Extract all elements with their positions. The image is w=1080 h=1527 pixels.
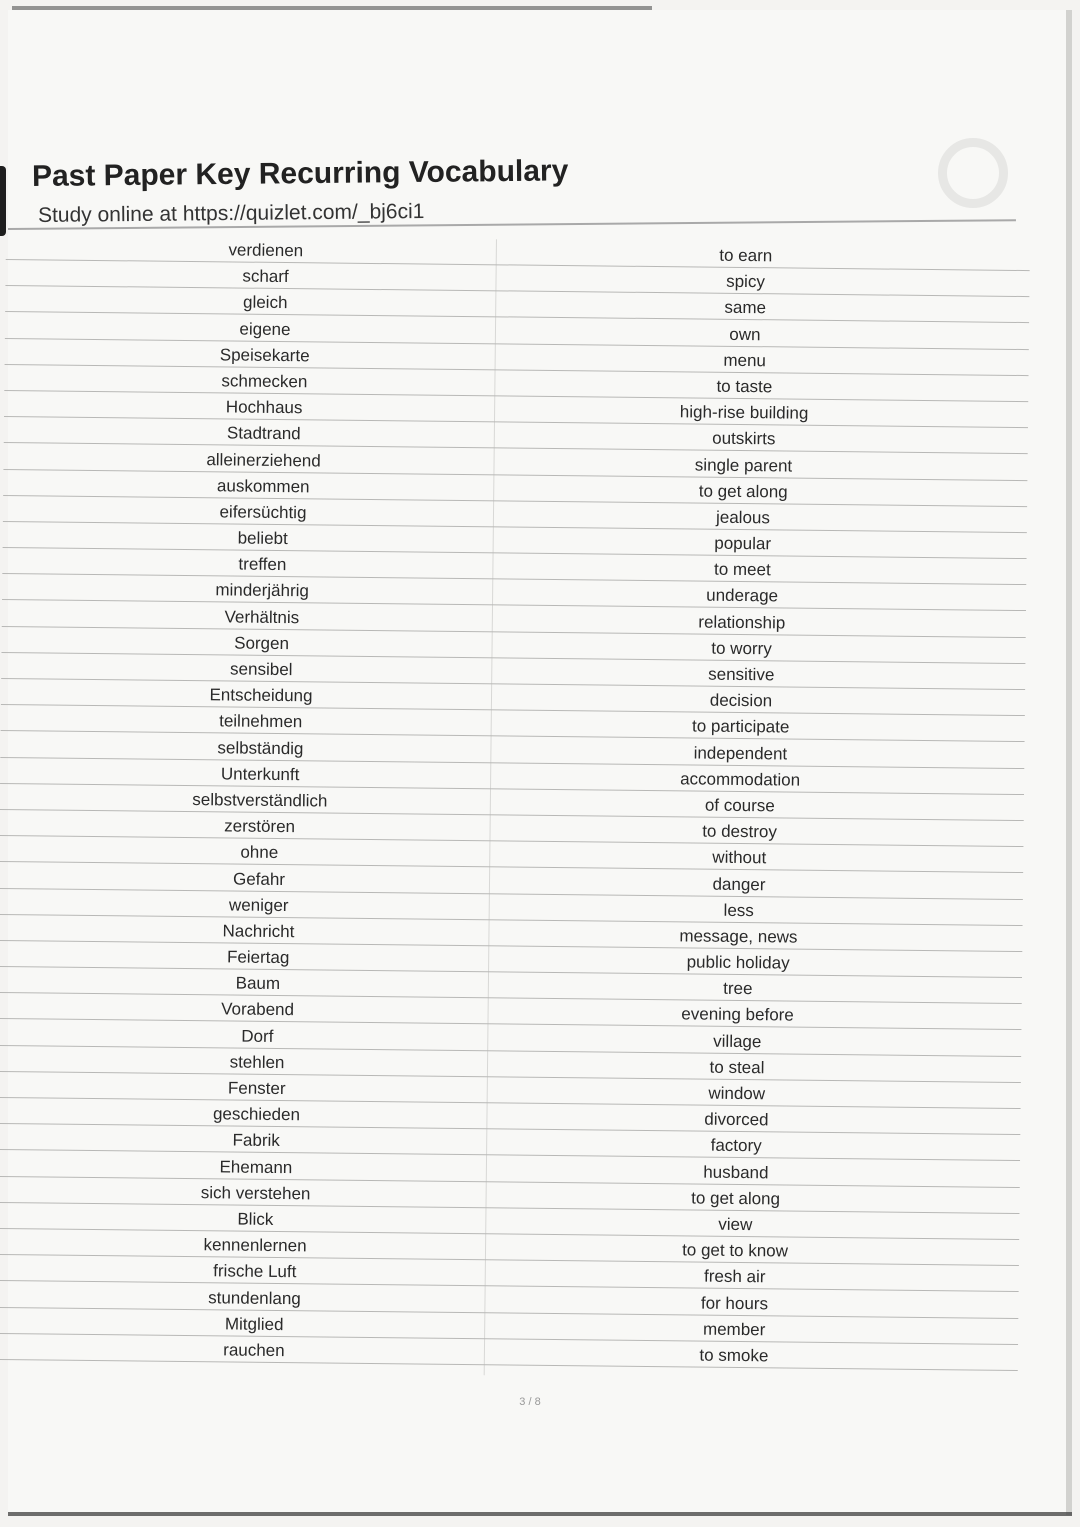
- german-term: Vorabend: [221, 999, 295, 1020]
- english-definition: high-rise building: [679, 402, 809, 423]
- english-definition: factory: [710, 1136, 762, 1156]
- german-term: rauchen: [223, 1340, 285, 1360]
- german-term: weniger: [228, 895, 289, 915]
- german-term: kennenlernen: [203, 1235, 307, 1256]
- page-subtitle: Study online at https://quizlet.com/_bj6ci1: [37, 199, 425, 227]
- english-definition: divorced: [704, 1109, 769, 1130]
- english-definition: danger: [712, 874, 766, 894]
- english-definition: to smoke: [699, 1345, 769, 1366]
- vocabulary-table: [0, 234, 1030, 1371]
- german-term: Nachricht: [222, 921, 295, 942]
- german-term: Dorf: [241, 1026, 274, 1046]
- english-definition: to taste: [716, 376, 773, 397]
- german-term: sensibel: [230, 659, 293, 680]
- english-definition: popular: [714, 533, 772, 554]
- german-term: Fabrik: [232, 1130, 280, 1151]
- english-definition: less: [723, 900, 754, 920]
- english-definition: menu: [723, 350, 767, 370]
- german-term: eifersüchtig: [219, 502, 307, 523]
- german-term: geschieden: [212, 1104, 301, 1125]
- english-definition: to earn: [719, 245, 773, 266]
- english-definition: single parent: [694, 454, 793, 476]
- paper-left-mark: [0, 166, 6, 236]
- english-definition: to steal: [709, 1057, 765, 1078]
- german-term: Verhältnis: [224, 607, 300, 627]
- german-term: sich verstehen: [200, 1182, 311, 1204]
- english-definition: view: [718, 1214, 753, 1235]
- english-definition: independent: [693, 743, 788, 764]
- german-term: treffen: [238, 554, 287, 575]
- german-term: beliebt: [237, 528, 288, 549]
- german-term: Speisekarte: [219, 345, 310, 366]
- german-term: Entscheidung: [209, 685, 313, 706]
- german-term: Gefahr: [232, 868, 286, 889]
- show-through-logo-icon: [938, 138, 1008, 208]
- english-definition: jealous: [715, 507, 771, 528]
- english-definition: to meet: [713, 559, 771, 580]
- english-definition: sensitive: [708, 664, 775, 685]
- paper-top-edge: [12, 6, 652, 10]
- german-term: Blick: [237, 1209, 274, 1229]
- english-definition: husband: [703, 1162, 769, 1182]
- english-definition: member: [702, 1319, 766, 1339]
- english-definition: without: [712, 847, 767, 868]
- german-term: scharf: [242, 266, 289, 287]
- german-term: Baum: [235, 973, 281, 994]
- german-term: ohne: [240, 842, 279, 863]
- english-definition: outskirts: [712, 428, 776, 449]
- english-definition: evening before: [681, 1004, 794, 1026]
- german-term: verdienen: [228, 240, 304, 261]
- german-term: Stadtrand: [226, 423, 301, 444]
- english-definition: spicy: [726, 271, 765, 292]
- english-definition: decision: [709, 690, 773, 711]
- english-definition: to worry: [711, 638, 772, 659]
- english-definition: fresh air: [703, 1266, 766, 1287]
- english-definition: to destroy: [702, 821, 778, 842]
- english-definition: relationship: [698, 612, 786, 633]
- english-definition: same: [724, 298, 767, 318]
- english-definition: village: [713, 1031, 762, 1051]
- german-term: minderjährig: [215, 580, 310, 601]
- english-definition: accommodation: [680, 769, 801, 790]
- german-term: eigene: [239, 319, 291, 339]
- english-definition: message, news: [679, 926, 798, 947]
- german-term: selbständig: [217, 737, 304, 758]
- paper-bottom-edge: [8, 1512, 1072, 1516]
- german-term: selbstverständlich: [192, 789, 328, 811]
- german-term: stehlen: [229, 1052, 285, 1072]
- german-term: Fenster: [227, 1078, 286, 1099]
- german-term: auskommen: [216, 475, 310, 496]
- english-definition: of course: [704, 795, 775, 816]
- english-definition: window: [708, 1083, 766, 1104]
- german-term: stundenlang: [208, 1287, 301, 1308]
- german-term: schmecken: [221, 371, 308, 392]
- english-definition: to participate: [691, 716, 790, 737]
- paper-right-edge: [1066, 10, 1072, 1515]
- english-definition: own: [729, 324, 761, 344]
- german-term: frische Luft: [213, 1261, 297, 1282]
- german-term: Mitglied: [224, 1314, 284, 1334]
- english-definition: public holiday: [686, 952, 790, 973]
- german-term: Ehemann: [219, 1156, 293, 1177]
- english-definition: to get to know: [682, 1240, 789, 1261]
- english-definition: to get along: [691, 1188, 781, 1209]
- english-definition: to get along: [698, 481, 788, 502]
- page-title: Past Paper Key Recurring Vocabulary: [31, 154, 569, 193]
- german-term: Unterkunft: [220, 764, 300, 784]
- english-definition: for hours: [700, 1293, 769, 1313]
- english-definition: tree: [723, 979, 753, 999]
- german-term: alleinerziehend: [206, 449, 321, 470]
- german-term: Sorgen: [234, 633, 290, 653]
- german-term: Feiertag: [226, 947, 290, 968]
- german-term: teilnehmen: [219, 711, 303, 732]
- german-term: zerstören: [224, 816, 296, 837]
- german-term: Hochhaus: [225, 397, 303, 418]
- page-number: 3 / 8: [519, 1396, 541, 1408]
- german-term: gleich: [242, 292, 288, 313]
- english-definition: underage: [706, 586, 779, 606]
